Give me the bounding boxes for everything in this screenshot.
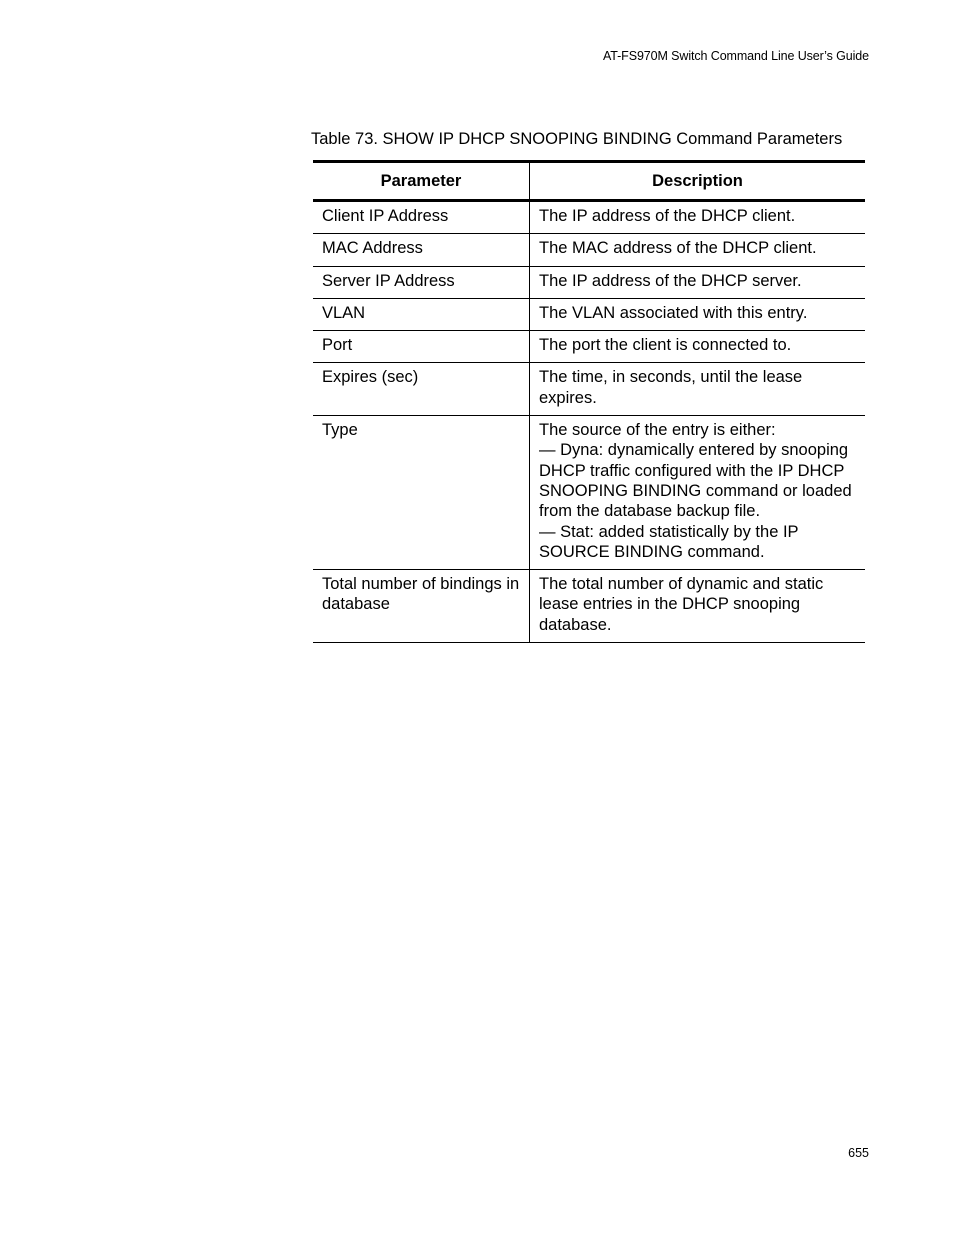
table-caption: Table 73. SHOW IP DHCP SNOOPING BINDING Command Parameters (311, 130, 843, 148)
table-row (313, 570, 865, 643)
description-line: The VLAN associated with this entry. (539, 303, 808, 322)
description-cell (530, 201, 866, 234)
description-line: The IP address of the DHCP server. (539, 271, 802, 290)
table-row (313, 201, 865, 234)
table-row (313, 416, 865, 570)
parameter-cell: Client IP Address (313, 201, 530, 234)
description-line: The total number of dynamic and static lease entries in the DHCP snooping database. (539, 575, 824, 634)
description-line: The time, in seconds, until the lease expires. (539, 368, 803, 407)
table-body (313, 201, 865, 643)
parameter-cell: Type (313, 416, 530, 570)
description-line: The IP address of the DHCP client. (539, 207, 796, 225)
description-cell (530, 416, 866, 570)
description-line: The port the client is connected to. (539, 336, 792, 355)
column-header-description: Description (652, 171, 743, 190)
parameters-table (313, 160, 865, 643)
description-cell (530, 570, 866, 643)
description-line: The MAC address of the DHCP client. (539, 239, 817, 258)
running-header: AT-FS970M Switch Command Line User’s Guide (602, 49, 869, 63)
table-header-row (313, 162, 865, 201)
table-row (313, 266, 865, 298)
table-row (313, 298, 865, 330)
description-cell (530, 298, 866, 330)
parameter-cell: Total number of bindings in database (313, 570, 530, 643)
parameter-cell: VLAN (313, 298, 530, 330)
description-cell (530, 363, 866, 416)
page-number: 655 (848, 1146, 869, 1160)
description-line: The source of the entry is either: (539, 421, 776, 440)
description-line: — Dyna: dynamically entered by snooping DHCP traffic configured with the IP DHCP SNOOPING BINDING command or loaded from the database backup file. (539, 441, 852, 521)
parameter-cell: Server IP Address (313, 266, 530, 298)
description-line: — Stat: added statistically by the IP SOURCE BINDING command. (539, 522, 799, 561)
description-cell (530, 331, 866, 363)
description-cell (530, 234, 866, 266)
table-row (313, 363, 865, 416)
table-row (313, 234, 865, 266)
table-row (313, 331, 865, 363)
parameter-cell: MAC Address (313, 234, 530, 266)
description-cell (530, 266, 866, 298)
parameter-cell: Expires (sec) (313, 363, 530, 416)
column-header-parameter: Parameter (313, 162, 530, 201)
parameter-cell: Port (313, 331, 530, 363)
